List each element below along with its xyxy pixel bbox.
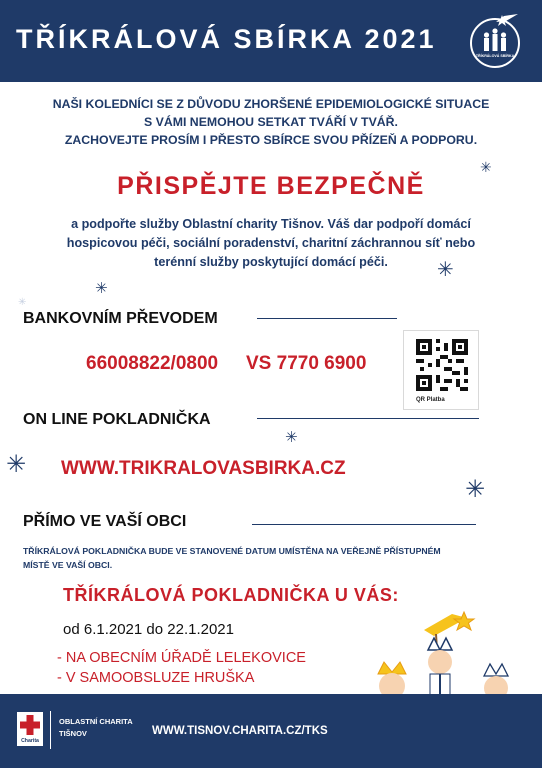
collection-place-1: - NA OBECNÍM ÚŘADĚ LELEKOVICE	[57, 650, 306, 666]
divider-line	[257, 418, 479, 419]
intro-text	[0, 95, 542, 149]
footer-website-link[interactable]: WWW.TISNOV.CHARITA.CZ/TKS	[152, 725, 328, 737]
header-banner	[0, 0, 542, 82]
bank-transfer-title: BANKOVNÍM PŘEVODEM	[23, 310, 218, 327]
collection-box-title: TŘÍKRÁLOVÁ POKLADNIČKA U VÁS:	[63, 585, 399, 605]
snowflake-icon: ✳	[95, 280, 108, 297]
org-line-1: OBLASTNÍ CHARITA	[59, 717, 133, 726]
intro-line-3: ZACHOVEJTE PROSÍM I PŘESTO SBÍRCE SVOU PŘÍZEŇ A PODPORU.	[64, 133, 478, 147]
svg-text:Charita: Charita	[21, 738, 39, 744]
variable-symbol: VS 7770 6900	[246, 353, 367, 374]
online-donation-link[interactable]: WWW.TRIKRALOVASBIRKA.CZ	[61, 458, 346, 479]
description-line-3: terénní služby poskytující domácí péči.	[154, 255, 388, 269]
description-line-2: hospicovou péči, sociální poradenství, charitní záchrannou síť nebo	[66, 236, 476, 250]
divider-line	[252, 524, 476, 525]
collection-place-2: - V SAMOOBSLUZE HRUŠKA	[57, 670, 255, 686]
charita-logo-icon	[17, 712, 43, 746]
intro-line-2: S VÁMI NEMOHOU SETKAT TVÁŘÍ V TVÁŘ.	[144, 115, 398, 129]
page-title: TŘÍKRÁLOVÁ SBÍRKA 2021	[16, 24, 437, 54]
note-line-2: MÍSTĚ VE VAŠÍ OBCI.	[23, 560, 113, 570]
intro-line-1: NAŠI KOLEDNÍCI SE Z DŮVODU ZHORŠENÉ EPIDEMIOLOGICKÉ SITUACE	[52, 97, 490, 111]
footer-divider	[50, 711, 51, 749]
divider-line	[257, 318, 397, 319]
bank-account-number: 66008822/0800	[86, 353, 219, 374]
online-box-title: ON LINE POKLADNIČKA	[23, 411, 211, 428]
description-line-1: a podpořte služby Oblastní charity Tišnov. Váš dar podpoří domácí	[71, 217, 471, 231]
qr-code-icon	[416, 339, 468, 391]
svg-text:TŘÍKRÁLOVÁ SBÍRKA: TŘÍKRÁLOVÁ SBÍRKA	[475, 54, 515, 58]
snowflake-icon: ✳	[465, 476, 486, 503]
note-line-1: TŘÍKRÁLOVÁ POKLADNIČKA BUDE VE STANOVENÉ DATUM UMÍSTĚNA NA VEŘEJNĚ PŘÍSTUPNÉM	[23, 546, 441, 556]
qr-caption: QR Platba	[416, 397, 445, 403]
snowflake-icon: ✳	[437, 259, 454, 281]
organization-name	[59, 716, 133, 740]
snowflake-icon: ✳	[18, 297, 27, 308]
qr-payment-box	[403, 330, 479, 410]
snowflake-icon: ✳	[480, 159, 492, 175]
headline: PŘISPĚJTE BEZPEČNĚ	[117, 172, 425, 200]
three-kings-logo-icon	[466, 12, 524, 70]
snowflake-icon: ✳	[285, 429, 298, 446]
org-line-2: TIŠNOV	[59, 729, 87, 738]
local-note	[23, 544, 523, 572]
collection-dates: od 6.1.2021 do 22.1.2021	[63, 621, 234, 638]
footer	[0, 694, 542, 768]
local-title: PŘÍMO VE VAŠÍ OBCI	[23, 513, 187, 530]
snowflake-icon: ✳	[6, 451, 27, 478]
